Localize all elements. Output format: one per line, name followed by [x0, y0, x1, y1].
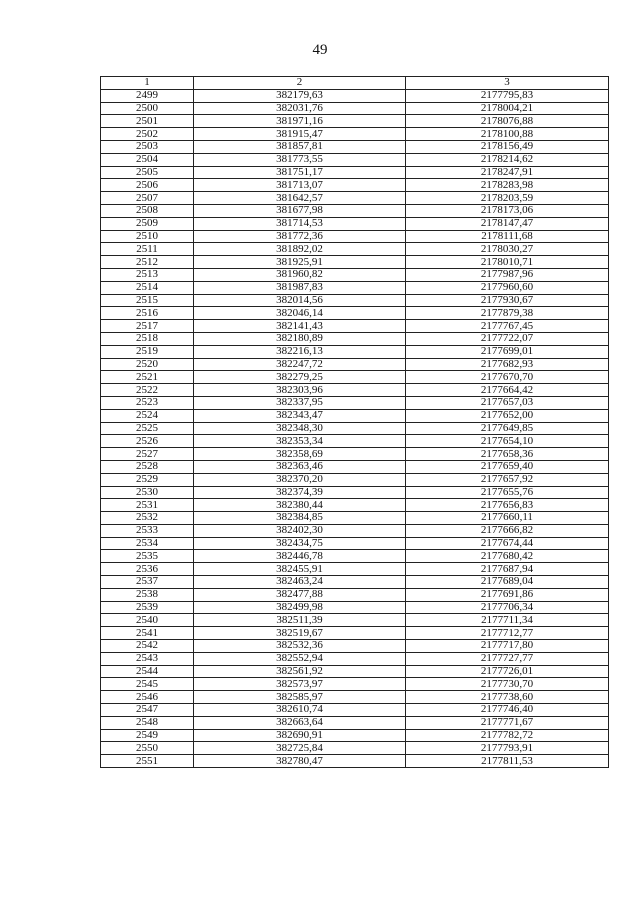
y-coordinate-cell: 2177782,72: [406, 729, 609, 742]
x-coordinate-cell: 382690,91: [194, 729, 406, 742]
table-row: [101, 102, 609, 115]
table-row: [101, 550, 609, 563]
x-coordinate-cell: 382477,88: [194, 588, 406, 601]
y-coordinate-cell: 2177691,86: [406, 588, 609, 601]
y-coordinate-cell: 2177699,01: [406, 345, 609, 358]
y-coordinate-cell: 2177652,00: [406, 409, 609, 422]
table-row: [101, 665, 609, 678]
point-number-cell: 2505: [101, 166, 194, 179]
x-coordinate-cell: 381714,53: [194, 217, 406, 230]
y-coordinate-cell: 2177658,36: [406, 448, 609, 461]
y-coordinate-cell: 2177738,60: [406, 691, 609, 704]
table-row: [101, 422, 609, 435]
table-row: [101, 729, 609, 742]
x-coordinate-cell: 382561,92: [194, 665, 406, 678]
point-number-cell: 2547: [101, 704, 194, 717]
point-number-cell: 2523: [101, 396, 194, 409]
table-row: [101, 576, 609, 589]
point-number-cell: 2516: [101, 307, 194, 320]
point-number-cell: 2521: [101, 371, 194, 384]
point-number-cell: 2500: [101, 102, 194, 115]
table-row: [101, 409, 609, 422]
x-coordinate-cell: 382358,69: [194, 448, 406, 461]
y-coordinate-cell: 2178247,91: [406, 166, 609, 179]
x-coordinate-cell: 382380,44: [194, 499, 406, 512]
x-coordinate-cell: 382031,76: [194, 102, 406, 115]
table-row: [101, 691, 609, 704]
table-row: [101, 742, 609, 755]
y-coordinate-cell: 2178100,88: [406, 128, 609, 141]
point-number-cell: 2546: [101, 691, 194, 704]
y-coordinate-cell: 2177960,60: [406, 281, 609, 294]
table-row: [101, 486, 609, 499]
table-row: [101, 230, 609, 243]
y-coordinate-cell: 2177711,34: [406, 614, 609, 627]
point-number-cell: 2548: [101, 716, 194, 729]
point-number-cell: 2520: [101, 358, 194, 371]
y-coordinate-cell: 2178010,71: [406, 256, 609, 269]
table-row: [101, 614, 609, 627]
point-number-cell: 2510: [101, 230, 194, 243]
y-coordinate-cell: 2177660,11: [406, 512, 609, 525]
point-number-cell: 2499: [101, 89, 194, 102]
x-coordinate-cell: 381915,47: [194, 128, 406, 141]
point-number-cell: 2543: [101, 652, 194, 665]
table-row: [101, 294, 609, 307]
x-coordinate-cell: 382216,13: [194, 345, 406, 358]
y-coordinate-cell: 2177670,70: [406, 371, 609, 384]
y-coordinate-cell: 2178111,68: [406, 230, 609, 243]
x-coordinate-cell: 381987,83: [194, 281, 406, 294]
y-coordinate-cell: 2178203,59: [406, 192, 609, 205]
x-coordinate-cell: 382363,46: [194, 460, 406, 473]
x-coordinate-cell: 382532,36: [194, 640, 406, 653]
point-number-cell: 2538: [101, 588, 194, 601]
point-number-cell: 2501: [101, 115, 194, 128]
table-row: [101, 652, 609, 665]
x-coordinate-cell: 382552,94: [194, 652, 406, 665]
x-coordinate-cell: 382179,63: [194, 89, 406, 102]
table-row: [101, 512, 609, 525]
y-coordinate-cell: 2177657,03: [406, 396, 609, 409]
x-coordinate-cell: 382303,96: [194, 384, 406, 397]
table-row: [101, 358, 609, 371]
y-coordinate-cell: 2177666,82: [406, 524, 609, 537]
x-coordinate-cell: 381642,57: [194, 192, 406, 205]
x-coordinate-cell: 382279,25: [194, 371, 406, 384]
table-row: [101, 115, 609, 128]
point-number-cell: 2533: [101, 524, 194, 537]
table-row: [101, 307, 609, 320]
table-row: [101, 627, 609, 640]
y-coordinate-cell: 2177664,42: [406, 384, 609, 397]
point-number-cell: 2507: [101, 192, 194, 205]
point-number-cell: 2530: [101, 486, 194, 499]
point-number-cell: 2504: [101, 153, 194, 166]
page-number: 49: [312, 42, 328, 58]
y-coordinate-cell: 2177655,76: [406, 486, 609, 499]
y-coordinate-cell: 2177656,83: [406, 499, 609, 512]
table-row: [101, 204, 609, 217]
y-coordinate-cell: 2178173,06: [406, 204, 609, 217]
y-coordinate-cell: 2178283,98: [406, 179, 609, 192]
y-coordinate-cell: 2177987,96: [406, 268, 609, 281]
y-coordinate-cell: 2177689,04: [406, 576, 609, 589]
x-coordinate-cell: 382663,64: [194, 716, 406, 729]
point-number-cell: 2509: [101, 217, 194, 230]
point-number-cell: 2514: [101, 281, 194, 294]
point-number-cell: 2534: [101, 537, 194, 550]
x-coordinate-cell: 381971,16: [194, 115, 406, 128]
table-row: [101, 217, 609, 230]
point-number-cell: 2549: [101, 729, 194, 742]
point-number-cell: 2544: [101, 665, 194, 678]
y-coordinate-cell: 2177654,10: [406, 435, 609, 448]
y-coordinate-cell: 2177717,80: [406, 640, 609, 653]
y-coordinate-cell: 2177727,77: [406, 652, 609, 665]
coordinates-table: [100, 76, 609, 768]
table-row: [101, 384, 609, 397]
x-coordinate-cell: 381677,98: [194, 204, 406, 217]
point-number-cell: 2536: [101, 563, 194, 576]
point-number-cell: 2524: [101, 409, 194, 422]
point-number-cell: 2515: [101, 294, 194, 307]
table-row: [101, 320, 609, 333]
point-number-cell: 2540: [101, 614, 194, 627]
table-row: [101, 588, 609, 601]
table-row: [101, 601, 609, 614]
table-row: [101, 448, 609, 461]
point-number-cell: 2532: [101, 512, 194, 525]
point-number-cell: 2529: [101, 473, 194, 486]
y-coordinate-cell: 2177793,91: [406, 742, 609, 755]
table-header-row: [101, 77, 609, 90]
column-header-1: 1: [101, 77, 194, 90]
x-coordinate-cell: 382337,95: [194, 396, 406, 409]
x-coordinate-cell: 382402,30: [194, 524, 406, 537]
table-row: [101, 473, 609, 486]
x-coordinate-cell: 382046,14: [194, 307, 406, 320]
x-coordinate-cell: 382519,67: [194, 627, 406, 640]
table-row: [101, 716, 609, 729]
table-row: [101, 166, 609, 179]
point-number-cell: 2506: [101, 179, 194, 192]
table-row: [101, 678, 609, 691]
x-coordinate-cell: 382725,84: [194, 742, 406, 755]
table-row: [101, 256, 609, 269]
table-row: [101, 179, 609, 192]
y-coordinate-cell: 2177680,42: [406, 550, 609, 563]
y-coordinate-cell: 2177659,40: [406, 460, 609, 473]
table-row: [101, 128, 609, 141]
table-row: [101, 243, 609, 256]
x-coordinate-cell: 382348,30: [194, 422, 406, 435]
point-number-cell: 2518: [101, 332, 194, 345]
y-coordinate-cell: 2177771,67: [406, 716, 609, 729]
table-row: [101, 89, 609, 102]
point-number-cell: 2519: [101, 345, 194, 358]
y-coordinate-cell: 2178030,27: [406, 243, 609, 256]
x-coordinate-cell: 382384,85: [194, 512, 406, 525]
x-coordinate-cell: 381960,82: [194, 268, 406, 281]
point-number-cell: 2503: [101, 140, 194, 153]
table-row: [101, 435, 609, 448]
table-row: [101, 332, 609, 345]
y-coordinate-cell: 2177682,93: [406, 358, 609, 371]
y-coordinate-cell: 2177712,77: [406, 627, 609, 640]
point-number-cell: 2525: [101, 422, 194, 435]
x-coordinate-cell: 382180,89: [194, 332, 406, 345]
x-coordinate-cell: 381925,91: [194, 256, 406, 269]
y-coordinate-cell: 2177746,40: [406, 704, 609, 717]
y-coordinate-cell: 2177722,07: [406, 332, 609, 345]
table-row: [101, 563, 609, 576]
x-coordinate-cell: 381772,36: [194, 230, 406, 243]
x-coordinate-cell: 381773,55: [194, 153, 406, 166]
x-coordinate-cell: 382446,78: [194, 550, 406, 563]
y-coordinate-cell: 2177687,94: [406, 563, 609, 576]
y-coordinate-cell: 2177674,44: [406, 537, 609, 550]
x-coordinate-cell: 382455,91: [194, 563, 406, 576]
x-coordinate-cell: 382780,47: [194, 755, 406, 768]
point-number-cell: 2550: [101, 742, 194, 755]
table-row: [101, 345, 609, 358]
y-coordinate-cell: 2178156,49: [406, 140, 609, 153]
table-row: [101, 704, 609, 717]
y-coordinate-cell: 2177657,92: [406, 473, 609, 486]
y-coordinate-cell: 2177726,01: [406, 665, 609, 678]
point-number-cell: 2551: [101, 755, 194, 768]
point-number-cell: 2508: [101, 204, 194, 217]
point-number-cell: 2537: [101, 576, 194, 589]
x-coordinate-cell: 382463,24: [194, 576, 406, 589]
table-row: [101, 192, 609, 205]
x-coordinate-cell: 382014,56: [194, 294, 406, 307]
table-row: [101, 396, 609, 409]
y-coordinate-cell: 2177930,67: [406, 294, 609, 307]
table-body: [101, 89, 609, 767]
table-row: [101, 153, 609, 166]
x-coordinate-cell: 382585,97: [194, 691, 406, 704]
table-row: [101, 371, 609, 384]
y-coordinate-cell: 2177767,45: [406, 320, 609, 333]
y-coordinate-cell: 2177811,53: [406, 755, 609, 768]
column-header-2: 2: [194, 77, 406, 90]
point-number-cell: 2511: [101, 243, 194, 256]
point-number-cell: 2513: [101, 268, 194, 281]
y-coordinate-cell: 2178214,62: [406, 153, 609, 166]
x-coordinate-cell: 382573,97: [194, 678, 406, 691]
table-row: [101, 755, 609, 768]
table-row: [101, 499, 609, 512]
x-coordinate-cell: 382610,74: [194, 704, 406, 717]
x-coordinate-cell: 382353,34: [194, 435, 406, 448]
table-row: [101, 537, 609, 550]
point-number-cell: 2528: [101, 460, 194, 473]
x-coordinate-cell: 382374,39: [194, 486, 406, 499]
point-number-cell: 2542: [101, 640, 194, 653]
point-number-cell: 2541: [101, 627, 194, 640]
x-coordinate-cell: 381892,02: [194, 243, 406, 256]
table-row: [101, 268, 609, 281]
y-coordinate-cell: 2177795,83: [406, 89, 609, 102]
y-coordinate-cell: 2177879,38: [406, 307, 609, 320]
y-coordinate-cell: 2178076,88: [406, 115, 609, 128]
table-row: [101, 460, 609, 473]
point-number-cell: 2522: [101, 384, 194, 397]
point-number-cell: 2512: [101, 256, 194, 269]
x-coordinate-cell: 381857,81: [194, 140, 406, 153]
x-coordinate-cell: 382499,98: [194, 601, 406, 614]
point-number-cell: 2535: [101, 550, 194, 563]
y-coordinate-cell: 2177706,34: [406, 601, 609, 614]
column-header-3: 3: [406, 77, 609, 90]
x-coordinate-cell: 382247,72: [194, 358, 406, 371]
point-number-cell: 2527: [101, 448, 194, 461]
x-coordinate-cell: 382434,75: [194, 537, 406, 550]
table-row: [101, 281, 609, 294]
point-number-cell: 2531: [101, 499, 194, 512]
table-row: [101, 524, 609, 537]
y-coordinate-cell: 2178147,47: [406, 217, 609, 230]
x-coordinate-cell: 382343,47: [194, 409, 406, 422]
point-number-cell: 2526: [101, 435, 194, 448]
x-coordinate-cell: 381713,07: [194, 179, 406, 192]
x-coordinate-cell: 382141,43: [194, 320, 406, 333]
point-number-cell: 2502: [101, 128, 194, 141]
y-coordinate-cell: 2177649,85: [406, 422, 609, 435]
x-coordinate-cell: 382370,20: [194, 473, 406, 486]
y-coordinate-cell: 2178004,21: [406, 102, 609, 115]
table-row: [101, 140, 609, 153]
point-number-cell: 2539: [101, 601, 194, 614]
x-coordinate-cell: 382511,39: [194, 614, 406, 627]
y-coordinate-cell: 2177730,70: [406, 678, 609, 691]
point-number-cell: 2545: [101, 678, 194, 691]
table-row: [101, 640, 609, 653]
x-coordinate-cell: 381751,17: [194, 166, 406, 179]
point-number-cell: 2517: [101, 320, 194, 333]
